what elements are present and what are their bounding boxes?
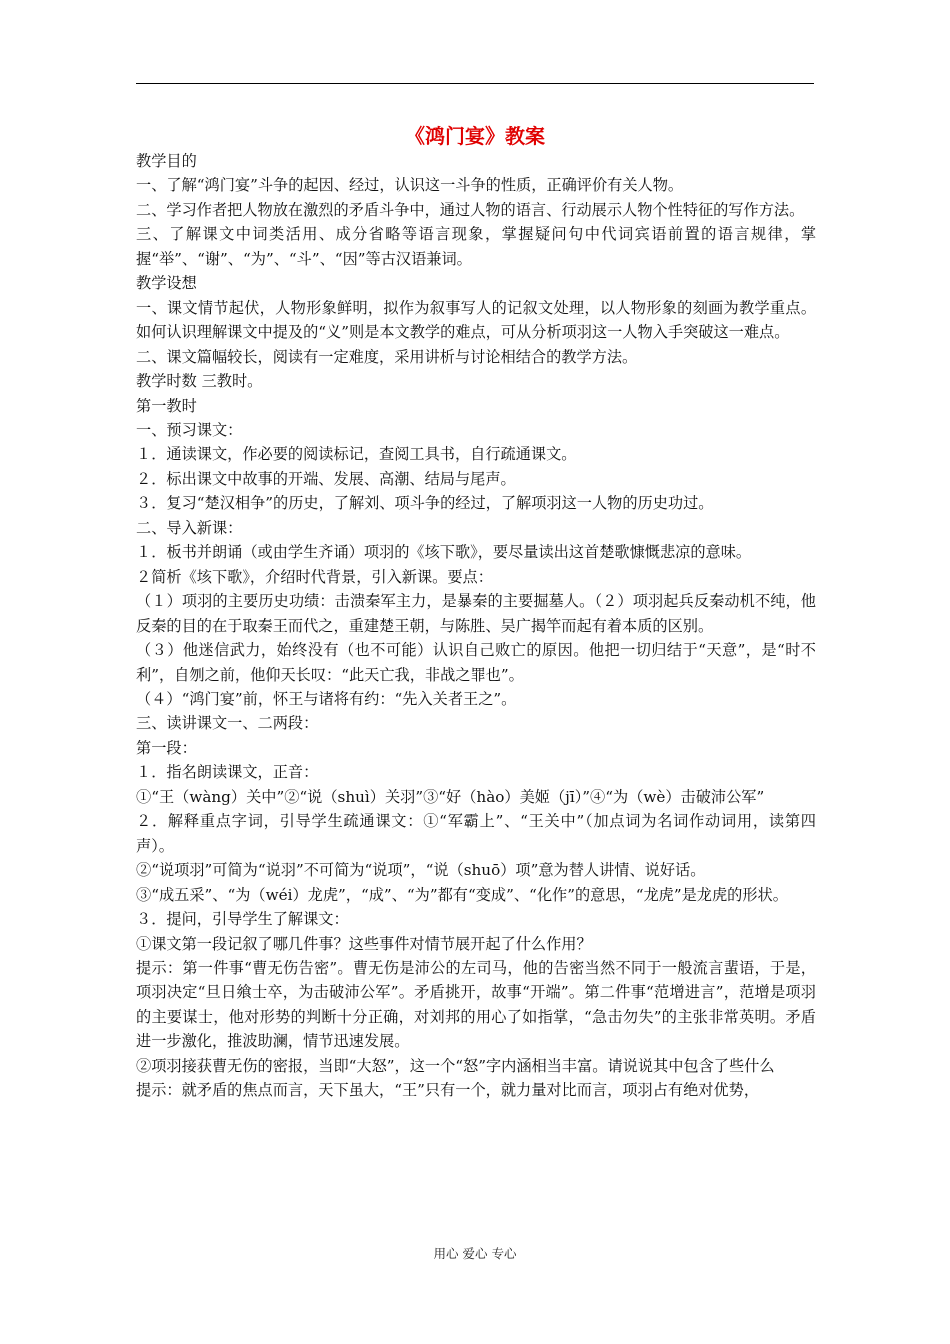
design-item-1: 一、课文情节起伏，人物形象鲜明，拟作为叙事写人的记叙文处理，以人物形象的刻画为教学重点。如何认识理解课文中提及的“义”则是本文教学的难点，可从分析项羽这一人物入手突破这一难点。 <box>136 298 816 342</box>
intro-item-2: ２简析《垓下歌》，介绍时代背景，引入新课。要点： <box>136 567 493 586</box>
heading-first-paragraph: 第一段： <box>136 738 197 757</box>
design-item-2: 二、课文篇幅较长，阅读有一定难度，采用讲析与讨论相结合的教学方法。 <box>136 347 638 366</box>
preview-item-3: ３．复习“楚汉相争”的历史，了解刘、项斗争的经过，了解项羽这一人物的历史功过。 <box>136 494 714 513</box>
intro-point-3: （３）他迷信武力，始终没有（也不可能）认识自己败亡的原因。他把一切归结于“天意”，是“时不利”，自刎之前，他仰天长叹：“此天亡我，非战之罪也”。 <box>136 641 816 684</box>
vocab-note-3: ③“成五采”、“为（wéi）龙虎”，“成”、“为”都有“变成”、“化作”的意思，“龙虎”是龙虎的形状。 <box>136 885 788 904</box>
heading-first-lesson: 第一教时 <box>136 396 197 415</box>
heading-teaching-design: 教学设想 <box>136 274 197 293</box>
section-preview: 一、预习课文： <box>136 420 243 439</box>
section-introduction: 二、导入新课： <box>136 518 243 537</box>
vocab-note-2: ②“说项羽”可简为“说羽”不可简为“说项”，“说（shuō）项”意为替人讲情、说好话。 <box>136 861 706 880</box>
goal-item-3: 三、了解课文中词类活用、成分省略等语言现象，掌握疑问句中代词宾语前置的语言规律，掌握“举”、“谢”、“为”、“斗”、“因”等古汉语兼词。 <box>136 225 816 268</box>
goal-item-1: 一、了解“鸿门宴”斗争的起因、经过，认识这一斗争的性质，正确评价有关人物。 <box>136 176 684 195</box>
preview-item-1: １．通读课文，作必要的阅读标记，查阅工具书，自行疏通课文。 <box>136 445 577 464</box>
page-footer: 用心 爱心 专心 <box>433 1246 517 1261</box>
hint-2: 提示：就矛盾的焦点而言，天下虽大，“王”只有一个，就力量对比而言，项羽占有绝对优势， <box>136 1081 760 1100</box>
document-body <box>136 149 816 1103</box>
question-2: ②项羽接获曹无伤的密报，当即“大怒”，这一个“怒”字内涵相当丰富。请说说其中包含了些什么 <box>136 1056 775 1075</box>
pronunciation-list: ①“王（wàng）关中”②“说（shuì）关羽”③“好（hào）美姬（jī）”④“为（wè）击破沛公军” <box>136 787 765 806</box>
header-rule <box>136 83 814 84</box>
intro-item-1: １．板书并朗诵（或由学生齐诵）项羽的《垓下歌》，要尽量读出这首楚歌慷慨悲凉的意味。 <box>136 543 752 562</box>
reading-item-2: ２．解释重点字词，引导学生疏通课文：①“军霸上”、“王关中”（加点词为名词作动词用，读第四声）。 <box>136 812 816 855</box>
document-title: 《鸿门宴》教案 <box>405 124 545 148</box>
question-1: ①课文第一段记叙了哪几件事？这些事件对情节展开起了什么作用？ <box>136 934 592 953</box>
intro-point-1-2: （１）项羽的主要历史功绩：击溃秦军主力，是暴秦的主要掘墓人。（２）项羽起兵反秦动机不纯，他反秦的目的在于取秦王而代之，重建楚王朝，与陈胜、吴广揭竿而起有着本质的区别。 <box>136 592 816 635</box>
hint-1: 提示：第一件事“曹无伤告密”。曹无伤是沛公的左司马，他的告密当然不同于一般流言蜚语，于是，项羽决定“旦日飨士卒，为击破沛公军”。矛盾挑开，故事“开端”。第二件事“范增进言”，范增是项羽的主要谋士，他对形势的判断十分正确，对刘邦的用心了如指掌，“急击勿失”的主张非常英明。矛盾进一步激化，推波助澜，情节迅速发展。 <box>136 958 816 1051</box>
intro-point-4: （４）“鸿门宴”前，怀王与诸将有约：“先入关者王之”。 <box>136 689 517 708</box>
preview-item-2: ２．标出课文中故事的开端、发展、高潮、结局与尾声。 <box>136 469 516 488</box>
reading-item-3: ３．提问，引导学生了解课文： <box>136 910 349 929</box>
reading-item-1: １．指名朗读课文，正音： <box>136 763 319 782</box>
teaching-hours: 教学时数 三教时。 <box>136 372 263 391</box>
heading-teaching-goals: 教学目的 <box>136 152 197 170</box>
section-reading: 三、读讲课文一、二两段： <box>136 714 319 733</box>
goal-item-2: 二、学习作者把人物放在激烈的矛盾斗争中，通过人物的语言、行动展示人物个性特征的写作方法。 <box>136 200 805 219</box>
